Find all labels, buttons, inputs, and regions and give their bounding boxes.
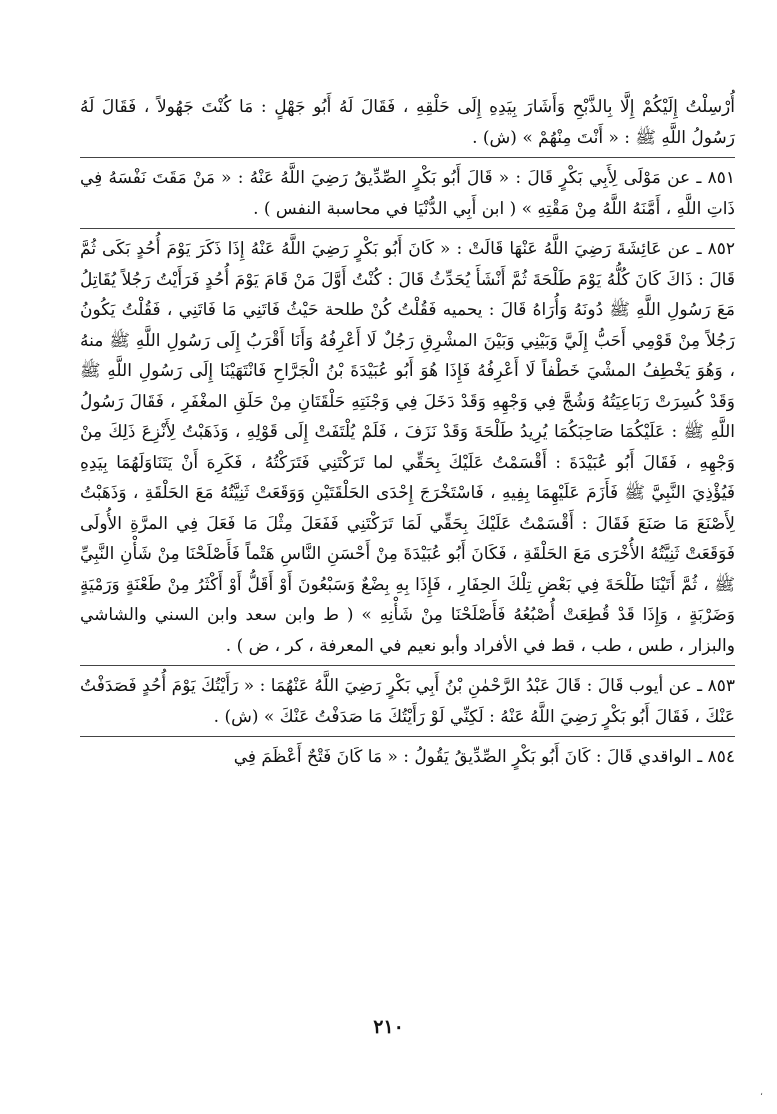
separator-rule: [80, 665, 735, 666]
page-number: ٢١٠: [373, 1016, 404, 1038]
separator-rule: [80, 228, 735, 229]
separator-rule: [80, 157, 735, 158]
separator-rule: [80, 736, 735, 737]
hadith-851: ٨٥١ ـ عن مَوْلَى لِأَبِي بَكْرٍ قَالَ : « قَالَ أَبُو بَكْرٍ الصِّدِّيقُ رَضِيَ اللَّهُ عَنْهُ : « مَنْ مَقَتَ نَفْسَهُ فِي ذَاتِ اللَّهِ ، أَمَّنَهُ اللَّهُ مِنْ مَقْتِهِ » ( ابن أَبِي الدُّنْيَا في محاسبة النفس ) .: [80, 168, 735, 219]
edge-mark: ،: [760, 1088, 763, 1098]
paragraph-continuation: أُرْسِلْتُ إِلَيْكُمْ إِلَّا بِالذَّبْحِ وَأَشَارَ بِيَدِهِ إِلَى حَلْقِهِ ، فَقَالَ لَهُ أَبُو جَهْلٍ : مَا كُنْتَ جَهُولاً ، فَقَالَ لَهُ رَسُولُ اللَّهِ ﷺ : « أَنْتَ مِنْهُمْ » (ش) .: [80, 97, 735, 148]
hadith-852: ٨٥٢ ـ عن عَائِشَةَ رَضِيَ اللَّهُ عَنْهَا قَالَتْ : « كَانَ أَبُو بَكْرٍ رَضِيَ اللَّهُ عَنْهُ إِذَا ذَكَرَ يَوْمَ أُحُدٍ بَكَى ثُمَّ قَالَ : ذَاكَ كَانَ كُلُّهُ يَوْمَ طَلْحَةَ ثُمَّ أَنْشَأَ يُحَدِّثُ قَالَ : كُنْتُ أَوَّلَ مَنْ قَامَ يَوْمَ أُحُدٍ فَرَأَيْتُ رَجُلاً يُقَاتِلُ مَعَ رَسُولِ اللَّهِ ﷺ دُونَهُ وَأُرَاهُ قَالَ : يحميه فَقُلْتُ كُنْ طلحة حَيْثُ فَاتَنِي مَا فَاتَنِي ، فَقُلْتُ يَكُونُ رَجُلاً مِنْ قَوْمِي أَحَبُّ إِلَيَّ وَبَيْنِي وَبَيْنَ المشْرِقِ رَجُلٌ لَا أَعْرِفُهُ وَأَنَا أَقْرَبُ إِلَى رَسُولِ اللَّهِ ﷺ منهُ ، وَهُوَ يَخْطِفُ المشْيَ خَطْفاً لَا أَعْرِفُهُ فَإِذَا هُوَ أَبُو عُبَيْدَةَ بْنُ الْجَرَّاحِ فَانْتَهَيْنَا إِلَى رَسُولِ اللَّهِ ﷺ وَقَدْ كُسِرَتْ رَبَاعِيَتُهُ وَشُجَّ فِي وَجْهِهِ وَقَدْ دَخَلَ فِي وَجْنَتِهِ حَلْقَتَانِ مِنْ حَلَقِ المغْفَرِ ، فَقَالَ رَسُولُ اللَّهِ ﷺ : عَلَيْكُمَا صَاحِبَكُمَا يُرِيدُ طَلْحَةَ وَقَدْ نَزَفَ ، فَلَمْ يُلْتَفَتْ إِلَى قَوْلِهِ ، وَذَهَبْتُ لِأَنْزِعَ ذَلِكَ مِنْ وَجْهِهِ ، فَقَالَ أَبُو عُبَيْدَةَ : أَقْسَمْتُ عَلَيْكَ بِحَقِّي لما تَرَكْتَنِي فَتَرَكْتُهُ ، فَكَرِهَ أَنْ يَتَنَاوَلَهُمَا بِيَدِهِ فَيُؤْذِيَ النَّبِيَّ ﷺ فَأَزَمَ عَلَيْهِمَا بِفِيهِ ، فَاسْتَخْرَجَ إِحْدَى الحَلْقَتَيْنِ وَوَقَعَتْ ثَنِيَّتُهُ مَعَ الحَلْقَةِ ، وَذَهَبْتُ لِأَصْنَعَ مَا صَنَعَ فَقَالَ : أَقْسَمْتُ عَلَيْكَ بِحَقِّي لَمَا تَرَكْتَنِي فَفَعَلَ مِثْلَ مَا فَعَلَ فِي المرَّةِ الأُولَى فَوَقَعَتْ ثَنِيَّتُهُ الأُخْرَى مَعَ الحَلْقَةِ ، فَكَانَ أَبُو عُبَيْدَةَ مِنْ أَحْسَنِ النَّاسِ هَتْماً فَأَصْلَحْنَا مِنْ شَأْنِ النَّبِيِّ ﷺ ، ثُمَّ أَتَيْنَا طَلْحَةَ فِي بَعْضِ تِلْكَ الحِفَارِ ، فَإِذَا بِهِ بِضْعٌ وَسَبْعُونَ أَوْ أَقَلُّ أَوْ أَكْثَرُ مِنْ طَعْنَةٍ وَرَمْيَةٍ وَضَرْبَةٍ ، وَإِذَا قَدْ قُطِعَتْ أُصْبُعُهُ فَأَصْلَحْنَا مِنْ شَأْنِهِ » ( ط وابن سعد وابن السني والشاشي والبزار ، طس ، طب ، قط في الأفراد وأبو نعيم في المعرفة ، كر ، ض ) .: [80, 239, 735, 656]
hadith-853: ٨٥٣ ـ عن أيوب قَالَ : قَالَ عَبْدُ الرَّحْمٰنِ بْنُ أَبِي بَكْرٍ رَضِيَ اللَّهُ عَنْهُمَا : « رَأَيْتُكَ يَوْمَ أُحُدٍ فَصَدَفْتُ عَنْكَ ، فَقَالَ أَبُو بَكْرٍ رَضِيَ اللَّهُ عَنْهُ : لَكِنِّي لَوْ رَأَيْتُكَ مَا صَدَفْتُ عَنْكَ » (ش) .: [80, 676, 735, 727]
page-body: [80, 92, 735, 773]
hadith-854: ٨٥٤ ـ الواقدي قَالَ : كَانَ أَبُو بَكْرٍ الصِّدِّيقُ يَقُولُ : « مَا كَانَ فَتْحٌ أَعْظَمَ فِي: [233, 747, 735, 767]
